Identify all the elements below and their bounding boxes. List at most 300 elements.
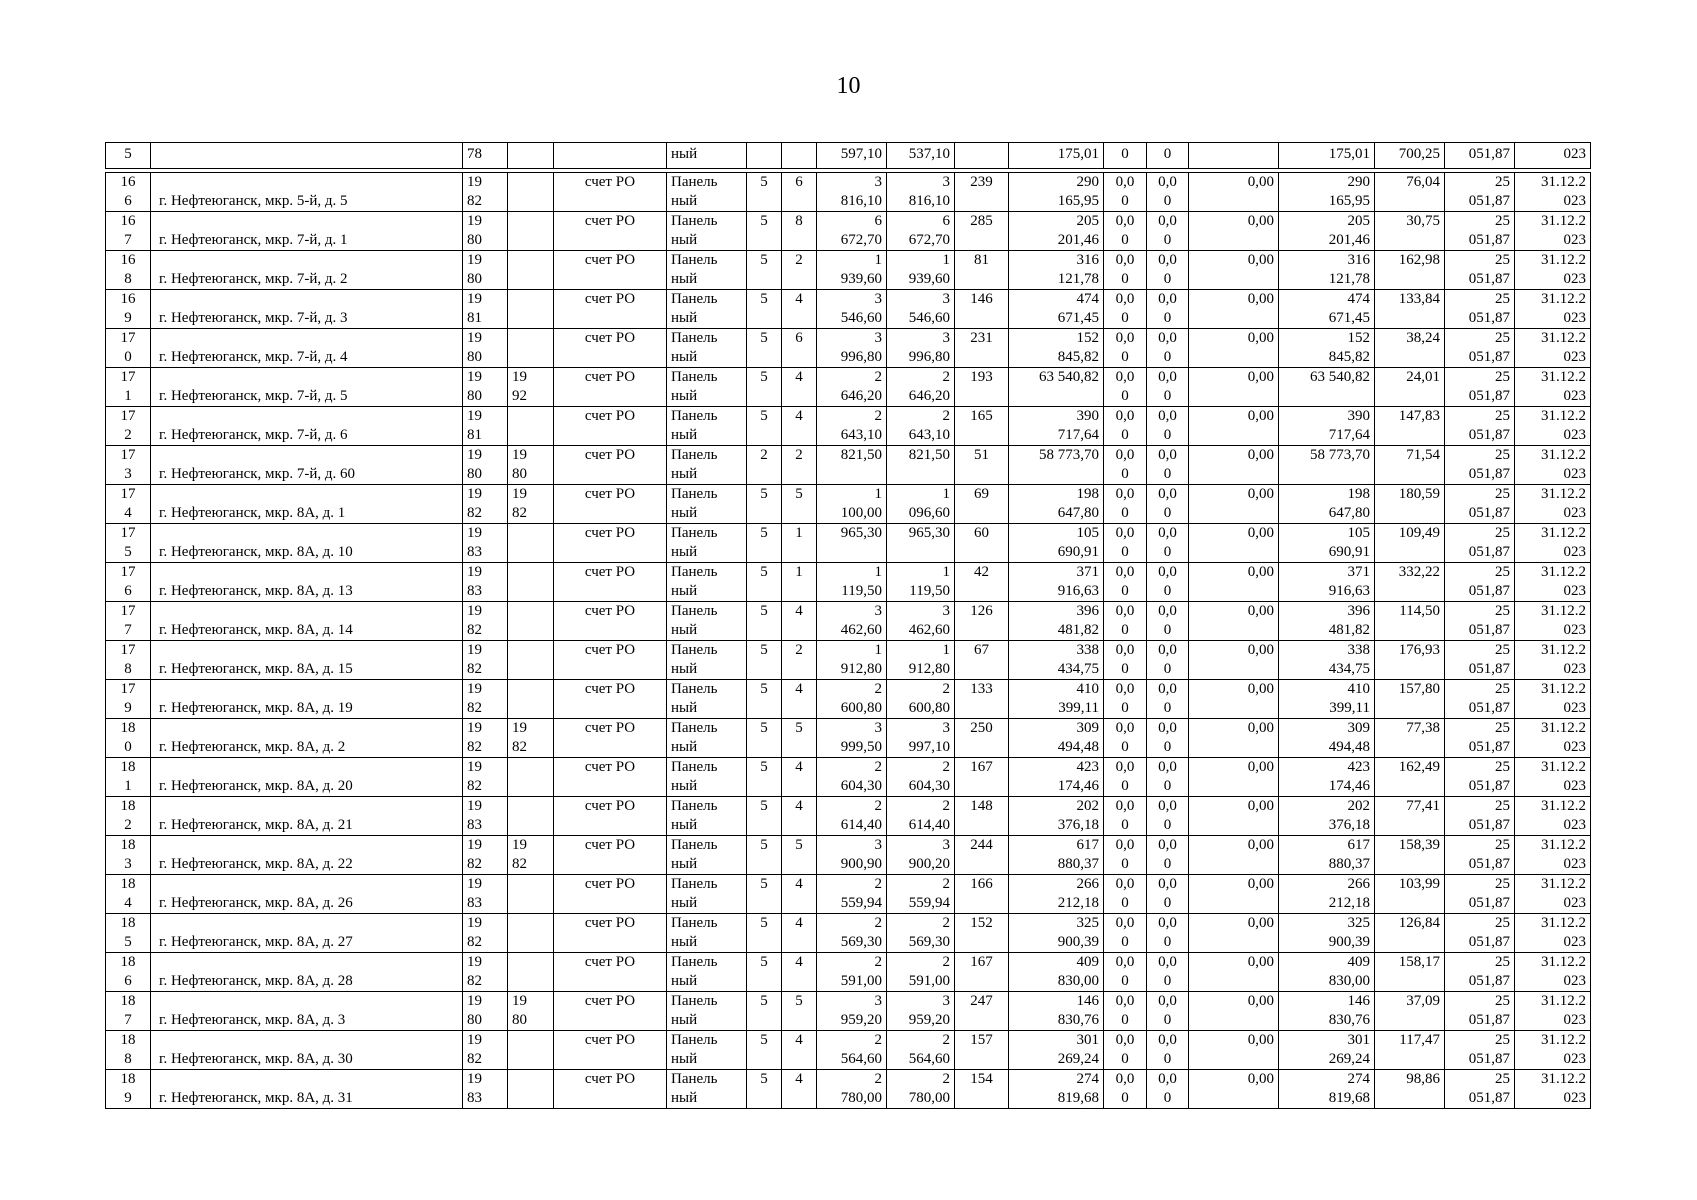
cell-total-cost: 309 494,48	[1009, 719, 1104, 758]
cell-total-cost: 396 481,82	[1009, 602, 1104, 641]
cell-reconstruction-year: 19 80	[508, 992, 554, 1031]
cell-floors	[747, 143, 782, 169]
table-body	[106, 143, 1591, 1109]
cell-funding-method: счет РО	[554, 953, 667, 992]
cell-fund-amount: 338 434,75	[1279, 641, 1375, 680]
housing-registry-table	[105, 142, 1591, 1109]
cell-address: г. Нефтеюганск, мкр. 8А, д. 13	[151, 563, 463, 602]
cell-cost-limit: 25 051,87	[1445, 836, 1515, 875]
cell-cost-per-sqm: 126,84	[1375, 914, 1445, 953]
cell-row-number: 18 5	[106, 914, 151, 953]
cell-completion-date: 31.12.2 023	[1515, 407, 1591, 446]
cell-cost-share-1: 0,0 0	[1104, 875, 1147, 914]
cell-address: г. Нефтеюганск, мкр. 7-й, д. 1	[151, 212, 463, 251]
cell-cost-limit: 25 051,87	[1445, 953, 1515, 992]
cell-wall-material: Панель ный	[667, 953, 747, 992]
cell-residential-area: 3 816,10	[887, 173, 955, 212]
cell-wall-material: Панель ный	[667, 251, 747, 290]
cell-fund-amount: 146 830,76	[1279, 992, 1375, 1031]
cell-floors: 5	[747, 485, 782, 524]
cell-funding-method: счет РО	[554, 563, 667, 602]
cell-cost-limit: 25 051,87	[1445, 797, 1515, 836]
cell-build-year: 19 82	[463, 602, 508, 641]
cell-reconstruction-year	[508, 875, 554, 914]
cell-entrances: 2	[782, 641, 817, 680]
cell-cost-share-2: 0,0 0	[1147, 1070, 1189, 1109]
cell-cost-share-2: 0,0 0	[1147, 797, 1189, 836]
cell-floors: 5	[747, 836, 782, 875]
cell-cost-share-1: 0,0 0	[1104, 407, 1147, 446]
table-row	[106, 143, 1591, 169]
cell-funding-method: счет РО	[554, 212, 667, 251]
cell-cost-share-1: 0,0 0	[1104, 758, 1147, 797]
cell-residential-area: 1 939,60	[887, 251, 955, 290]
cell-address: г. Нефтеюганск, мкр. 8А, д. 22	[151, 836, 463, 875]
cell-total-area: 1 119,50	[817, 563, 887, 602]
table-row	[106, 1070, 1591, 1109]
cell-residents	[955, 143, 1009, 169]
cell-build-year: 19 81	[463, 407, 508, 446]
cell-reconstruction-year	[508, 563, 554, 602]
cell-funding-method: счет РО	[554, 407, 667, 446]
cell-entrances: 4	[782, 407, 817, 446]
cell-residential-area: 2 564,60	[887, 1031, 955, 1070]
cell-other-funds: 0,00	[1189, 1070, 1279, 1109]
cell-total-cost: 152 845,82	[1009, 329, 1104, 368]
cell-other-funds: 0,00	[1189, 680, 1279, 719]
cell-build-year: 19 82	[463, 914, 508, 953]
cell-completion-date: 31.12.2 023	[1515, 524, 1591, 563]
cell-residential-area: 2 614,40	[887, 797, 955, 836]
cell-residential-area: 2 600,80	[887, 680, 955, 719]
cell-total-cost: 205 201,46	[1009, 212, 1104, 251]
cell-residential-area: 2 591,00	[887, 953, 955, 992]
cell-funding-method: счет РО	[554, 641, 667, 680]
cell-floors: 5	[747, 329, 782, 368]
cell-cost-per-sqm: 114,50	[1375, 602, 1445, 641]
cell-cost-share-2: 0,0 0	[1147, 875, 1189, 914]
cell-cost-per-sqm: 332,22	[1375, 563, 1445, 602]
cell-entrances: 1	[782, 524, 817, 563]
cell-entrances: 4	[782, 875, 817, 914]
cell-build-year: 19 83	[463, 875, 508, 914]
cell-residents: 148	[955, 797, 1009, 836]
cell-total-area: 2 569,30	[817, 914, 887, 953]
cell-residential-area: 3 996,80	[887, 329, 955, 368]
cell-total-area: 2 614,40	[817, 797, 887, 836]
cell-total-area: 965,30	[817, 524, 887, 563]
cell-fund-amount: 316 121,78	[1279, 251, 1375, 290]
cell-row-number: 18 2	[106, 797, 151, 836]
cell-cost-limit: 25 051,87	[1445, 524, 1515, 563]
cell-cost-per-sqm: 133,84	[1375, 290, 1445, 329]
cell-floors: 5	[747, 719, 782, 758]
cell-other-funds: 0,00	[1189, 836, 1279, 875]
table-row	[106, 797, 1591, 836]
cell-build-year: 19 83	[463, 1070, 508, 1109]
cell-total-cost: 58 773,70	[1009, 446, 1104, 485]
cell-fund-amount: 390 717,64	[1279, 407, 1375, 446]
cell-fund-amount: 396 481,82	[1279, 602, 1375, 641]
cell-address: г. Нефтеюганск, мкр. 8А, д. 27	[151, 914, 463, 953]
cell-reconstruction-year: 19 92	[508, 368, 554, 407]
cell-address: г. Нефтеюганск, мкр. 8А, д. 15	[151, 641, 463, 680]
cell-cost-per-sqm: 180,59	[1375, 485, 1445, 524]
cell-completion-date: 31.12.2 023	[1515, 485, 1591, 524]
cell-cost-share-1: 0,0 0	[1104, 797, 1147, 836]
cell-floors: 5	[747, 758, 782, 797]
cell-cost-share-2: 0,0 0	[1147, 953, 1189, 992]
cell-build-year: 19 82	[463, 680, 508, 719]
cell-fund-amount: 371 916,63	[1279, 563, 1375, 602]
cell-total-area: 3 959,20	[817, 992, 887, 1031]
table-row	[106, 914, 1591, 953]
cell-cost-share-2: 0,0 0	[1147, 368, 1189, 407]
cell-residential-area: 2 643,10	[887, 407, 955, 446]
cell-completion-date: 31.12.2 023	[1515, 836, 1591, 875]
cell-cost-share-1: 0,0 0	[1104, 602, 1147, 641]
cell-row-number: 18 3	[106, 836, 151, 875]
cell-reconstruction-year	[508, 407, 554, 446]
cell-address: г. Нефтеюганск, мкр. 8А, д. 28	[151, 953, 463, 992]
cell-floors: 5	[747, 680, 782, 719]
cell-floors: 5	[747, 1031, 782, 1070]
cell-entrances: 4	[782, 758, 817, 797]
cell-build-year: 19 82	[463, 758, 508, 797]
cell-total-area: 2 600,80	[817, 680, 887, 719]
cell-completion-date: 31.12.2 023	[1515, 290, 1591, 329]
cell-row-number: 16 9	[106, 290, 151, 329]
cell-residential-area: 821,50	[887, 446, 955, 485]
cell-cost-limit: 25 051,87	[1445, 368, 1515, 407]
cell-residential-area: 3 462,60	[887, 602, 955, 641]
cell-completion-date: 31.12.2 023	[1515, 1070, 1591, 1109]
cell-total-cost: 409 830,00	[1009, 953, 1104, 992]
cell-cost-share-2: 0	[1147, 143, 1189, 169]
cell-residential-area: 1 096,60	[887, 485, 955, 524]
cell-reconstruction-year	[508, 251, 554, 290]
cell-other-funds: 0,00	[1189, 602, 1279, 641]
cell-cost-share-1: 0,0 0	[1104, 446, 1147, 485]
cell-address: г. Нефтеюганск, мкр. 7-й, д. 3	[151, 290, 463, 329]
cell-wall-material: Панель ный	[667, 368, 747, 407]
cell-total-cost: 390 717,64	[1009, 407, 1104, 446]
cell-funding-method	[554, 143, 667, 169]
cell-residential-area: 6 672,70	[887, 212, 955, 251]
cell-residential-area: 2 559,94	[887, 875, 955, 914]
cell-residents: 67	[955, 641, 1009, 680]
cell-build-year: 19 80	[463, 368, 508, 407]
cell-floors: 5	[747, 953, 782, 992]
cell-cost-share-1: 0,0 0	[1104, 1031, 1147, 1070]
table-row	[106, 875, 1591, 914]
cell-completion-date: 31.12.2 023	[1515, 446, 1591, 485]
cell-other-funds: 0,00	[1189, 212, 1279, 251]
cell-total-cost: 301 269,24	[1009, 1031, 1104, 1070]
cell-reconstruction-year	[508, 143, 554, 169]
cell-completion-date: 31.12.2 023	[1515, 563, 1591, 602]
cell-cost-share-1: 0,0 0	[1104, 212, 1147, 251]
table-row	[106, 485, 1591, 524]
cell-address: г. Нефтеюганск, мкр. 8А, д. 21	[151, 797, 463, 836]
cell-total-area: 2 780,00	[817, 1070, 887, 1109]
cell-wall-material: Панель ный	[667, 524, 747, 563]
table-row	[106, 173, 1591, 212]
cell-other-funds: 0,00	[1189, 875, 1279, 914]
cell-fund-amount: 617 880,37	[1279, 836, 1375, 875]
cell-total-area: 2 591,00	[817, 953, 887, 992]
cell-cost-share-1: 0,0 0	[1104, 173, 1147, 212]
cell-entrances: 5	[782, 719, 817, 758]
cell-other-funds: 0,00	[1189, 290, 1279, 329]
table-row	[106, 407, 1591, 446]
cell-fund-amount: 301 269,24	[1279, 1031, 1375, 1070]
cell-total-cost: 105 690,91	[1009, 524, 1104, 563]
cell-cost-limit: 25 051,87	[1445, 563, 1515, 602]
cell-fund-amount: 274 819,68	[1279, 1070, 1375, 1109]
cell-cost-share-1: 0,0 0	[1104, 641, 1147, 680]
cell-row-number: 17 3	[106, 446, 151, 485]
cell-cost-limit: 25 051,87	[1445, 212, 1515, 251]
cell-residents: 157	[955, 1031, 1009, 1070]
cell-funding-method: счет РО	[554, 1031, 667, 1070]
table-row	[106, 641, 1591, 680]
cell-fund-amount: 152 845,82	[1279, 329, 1375, 368]
cell-cost-per-sqm: 24,01	[1375, 368, 1445, 407]
cell-residential-area: 1 119,50	[887, 563, 955, 602]
cell-row-number: 16 8	[106, 251, 151, 290]
cell-total-area: 2 643,10	[817, 407, 887, 446]
table-row	[106, 563, 1591, 602]
table-row	[106, 680, 1591, 719]
cell-total-area: 6 672,70	[817, 212, 887, 251]
cell-entrances: 5	[782, 485, 817, 524]
cell-build-year: 19 82	[463, 173, 508, 212]
cell-residents: 193	[955, 368, 1009, 407]
cell-row-number: 18 9	[106, 1070, 151, 1109]
cell-row-number: 18 0	[106, 719, 151, 758]
cell-floors: 5	[747, 602, 782, 641]
cell-residents: 42	[955, 563, 1009, 602]
cell-reconstruction-year	[508, 1070, 554, 1109]
cell-cost-limit: 25 051,87	[1445, 758, 1515, 797]
cell-entrances: 6	[782, 173, 817, 212]
cell-floors: 5	[747, 368, 782, 407]
cell-cost-limit: 25 051,87	[1445, 485, 1515, 524]
cell-fund-amount: 202 376,18	[1279, 797, 1375, 836]
cell-cost-limit: 051,87	[1445, 143, 1515, 169]
cell-other-funds: 0,00	[1189, 446, 1279, 485]
cell-total-area: 3 546,60	[817, 290, 887, 329]
cell-total-cost: 617 880,37	[1009, 836, 1104, 875]
cell-build-year: 19 80	[463, 329, 508, 368]
cell-other-funds: 0,00	[1189, 251, 1279, 290]
cell-total-cost: 175,01	[1009, 143, 1104, 169]
cell-total-cost: 338 434,75	[1009, 641, 1104, 680]
cell-floors: 5	[747, 875, 782, 914]
cell-completion-date: 31.12.2 023	[1515, 173, 1591, 212]
cell-floors: 5	[747, 992, 782, 1031]
cell-wall-material: Панель ный	[667, 407, 747, 446]
cell-entrances: 4	[782, 602, 817, 641]
cell-cost-share-2: 0,0 0	[1147, 914, 1189, 953]
cell-address: г. Нефтеюганск, мкр. 8А, д. 10	[151, 524, 463, 563]
cell-wall-material: Панель ный	[667, 602, 747, 641]
cell-cost-limit: 25 051,87	[1445, 1070, 1515, 1109]
cell-total-cost: 371 916,63	[1009, 563, 1104, 602]
cell-build-year: 19 82	[463, 836, 508, 875]
page-number: 10	[836, 73, 861, 99]
cell-wall-material: Панель ный	[667, 563, 747, 602]
cell-entrances: 4	[782, 1031, 817, 1070]
cell-other-funds: 0,00	[1189, 992, 1279, 1031]
cell-residential-area: 3 959,20	[887, 992, 955, 1031]
cell-cost-per-sqm: 77,38	[1375, 719, 1445, 758]
table-row	[106, 446, 1591, 485]
cell-other-funds: 0,00	[1189, 758, 1279, 797]
cell-cost-per-sqm: 109,49	[1375, 524, 1445, 563]
cell-row-number: 5	[106, 143, 151, 169]
cell-address: г. Нефтеюганск, мкр. 5-й, д. 5	[151, 173, 463, 212]
cell-floors: 5	[747, 524, 782, 563]
cell-other-funds: 0,00	[1189, 485, 1279, 524]
cell-total-area: 3 999,50	[817, 719, 887, 758]
cell-address: г. Нефтеюганск, мкр. 7-й, д. 5	[151, 368, 463, 407]
cell-residents: 154	[955, 1070, 1009, 1109]
cell-build-year: 19 80	[463, 992, 508, 1031]
table-row	[106, 836, 1591, 875]
cell-cost-per-sqm: 38,24	[1375, 329, 1445, 368]
cell-row-number: 17 7	[106, 602, 151, 641]
cell-build-year: 19 82	[463, 1031, 508, 1070]
cell-build-year: 19 80	[463, 251, 508, 290]
cell-cost-share-2: 0,0 0	[1147, 329, 1189, 368]
cell-completion-date: 31.12.2 023	[1515, 719, 1591, 758]
cell-cost-share-1: 0,0 0	[1104, 992, 1147, 1031]
cell-completion-date: 31.12.2 023	[1515, 641, 1591, 680]
cell-floors: 5	[747, 1070, 782, 1109]
cell-reconstruction-year	[508, 212, 554, 251]
cell-cost-share-2: 0,0 0	[1147, 251, 1189, 290]
cell-cost-limit: 25 051,87	[1445, 719, 1515, 758]
cell-completion-date: 31.12.2 023	[1515, 758, 1591, 797]
cell-cost-per-sqm: 158,39	[1375, 836, 1445, 875]
cell-cost-limit: 25 051,87	[1445, 290, 1515, 329]
cell-build-year: 19 82	[463, 485, 508, 524]
table-row	[106, 368, 1591, 407]
cell-reconstruction-year	[508, 914, 554, 953]
cell-cost-per-sqm: 77,41	[1375, 797, 1445, 836]
cell-floors: 5	[747, 563, 782, 602]
cell-row-number: 18 4	[106, 875, 151, 914]
table-row	[106, 251, 1591, 290]
cell-wall-material: Панель ный	[667, 719, 747, 758]
cell-fund-amount: 198 647,80	[1279, 485, 1375, 524]
cell-residents: 231	[955, 329, 1009, 368]
cell-completion-date: 31.12.2 023	[1515, 368, 1591, 407]
cell-fund-amount: 105 690,91	[1279, 524, 1375, 563]
cell-funding-method: счет РО	[554, 914, 667, 953]
cell-fund-amount: 205 201,46	[1279, 212, 1375, 251]
cell-floors: 2	[747, 446, 782, 485]
cell-cost-share-2: 0,0 0	[1147, 992, 1189, 1031]
cell-wall-material: Панель ный	[667, 446, 747, 485]
cell-total-area: 2 564,60	[817, 1031, 887, 1070]
cell-floors: 5	[747, 914, 782, 953]
cell-cost-per-sqm: 30,75	[1375, 212, 1445, 251]
cell-cost-share-2: 0,0 0	[1147, 680, 1189, 719]
cell-entrances: 4	[782, 368, 817, 407]
cell-cost-limit: 25 051,87	[1445, 875, 1515, 914]
cell-row-number: 18 8	[106, 1031, 151, 1070]
table-row	[106, 719, 1591, 758]
cell-address: г. Нефтеюганск, мкр. 7-й, д. 6	[151, 407, 463, 446]
cell-row-number: 16 7	[106, 212, 151, 251]
cell-residential-area: 3 546,60	[887, 290, 955, 329]
cell-address: г. Нефтеюганск, мкр. 8А, д. 26	[151, 875, 463, 914]
cell-address: г. Нефтеюганск, мкр. 8А, д. 30	[151, 1031, 463, 1070]
cell-total-area: 821,50	[817, 446, 887, 485]
cell-reconstruction-year	[508, 641, 554, 680]
cell-completion-date: 31.12.2 023	[1515, 251, 1591, 290]
cell-other-funds: 0,00	[1189, 329, 1279, 368]
cell-cost-per-sqm: 162,98	[1375, 251, 1445, 290]
cell-completion-date: 31.12.2 023	[1515, 797, 1591, 836]
cell-reconstruction-year	[508, 680, 554, 719]
cell-cost-share-1: 0,0 0	[1104, 485, 1147, 524]
cell-fund-amount: 410 399,11	[1279, 680, 1375, 719]
cell-fund-amount: 266 212,18	[1279, 875, 1375, 914]
cell-other-funds: 0,00	[1189, 563, 1279, 602]
cell-address: г. Нефтеюганск, мкр. 7-й, д. 2	[151, 251, 463, 290]
cell-cost-limit: 25 051,87	[1445, 329, 1515, 368]
cell-total-cost: 410 399,11	[1009, 680, 1104, 719]
cell-fund-amount: 309 494,48	[1279, 719, 1375, 758]
cell-reconstruction-year	[508, 524, 554, 563]
cell-total-cost: 146 830,76	[1009, 992, 1104, 1031]
cell-floors: 5	[747, 251, 782, 290]
table-row	[106, 212, 1591, 251]
cell-row-number: 17 4	[106, 485, 151, 524]
cell-funding-method: счет РО	[554, 290, 667, 329]
cell-total-area: 2 646,20	[817, 368, 887, 407]
cell-wall-material: Панель ный	[667, 173, 747, 212]
cell-other-funds: 0,00	[1189, 524, 1279, 563]
cell-completion-date: 31.12.2 023	[1515, 329, 1591, 368]
cell-cost-share-2: 0,0 0	[1147, 602, 1189, 641]
cell-row-number: 17 1	[106, 368, 151, 407]
cell-wall-material: Панель ный	[667, 641, 747, 680]
cell-residential-area: 3 900,20	[887, 836, 955, 875]
cell-address: г. Нефтеюганск, мкр. 8А, д. 3	[151, 992, 463, 1031]
cell-cost-limit: 25 051,87	[1445, 680, 1515, 719]
cell-address: г. Нефтеюганск, мкр. 8А, д. 31	[151, 1070, 463, 1109]
cell-residential-area: 3 997,10	[887, 719, 955, 758]
cell-reconstruction-year: 19 82	[508, 836, 554, 875]
cell-wall-material: Панель ный	[667, 836, 747, 875]
cell-completion-date: 31.12.2 023	[1515, 680, 1591, 719]
cell-completion-date: 023	[1515, 143, 1591, 169]
cell-cost-per-sqm: 157,80	[1375, 680, 1445, 719]
cell-entrances: 2	[782, 251, 817, 290]
table-row	[106, 992, 1591, 1031]
cell-cost-share-2: 0,0 0	[1147, 212, 1189, 251]
cell-cost-limit: 25 051,87	[1445, 251, 1515, 290]
cell-cost-limit: 25 051,87	[1445, 407, 1515, 446]
cell-other-funds: 0,00	[1189, 641, 1279, 680]
cell-wall-material: ный	[667, 143, 747, 169]
cell-cost-per-sqm: 37,09	[1375, 992, 1445, 1031]
